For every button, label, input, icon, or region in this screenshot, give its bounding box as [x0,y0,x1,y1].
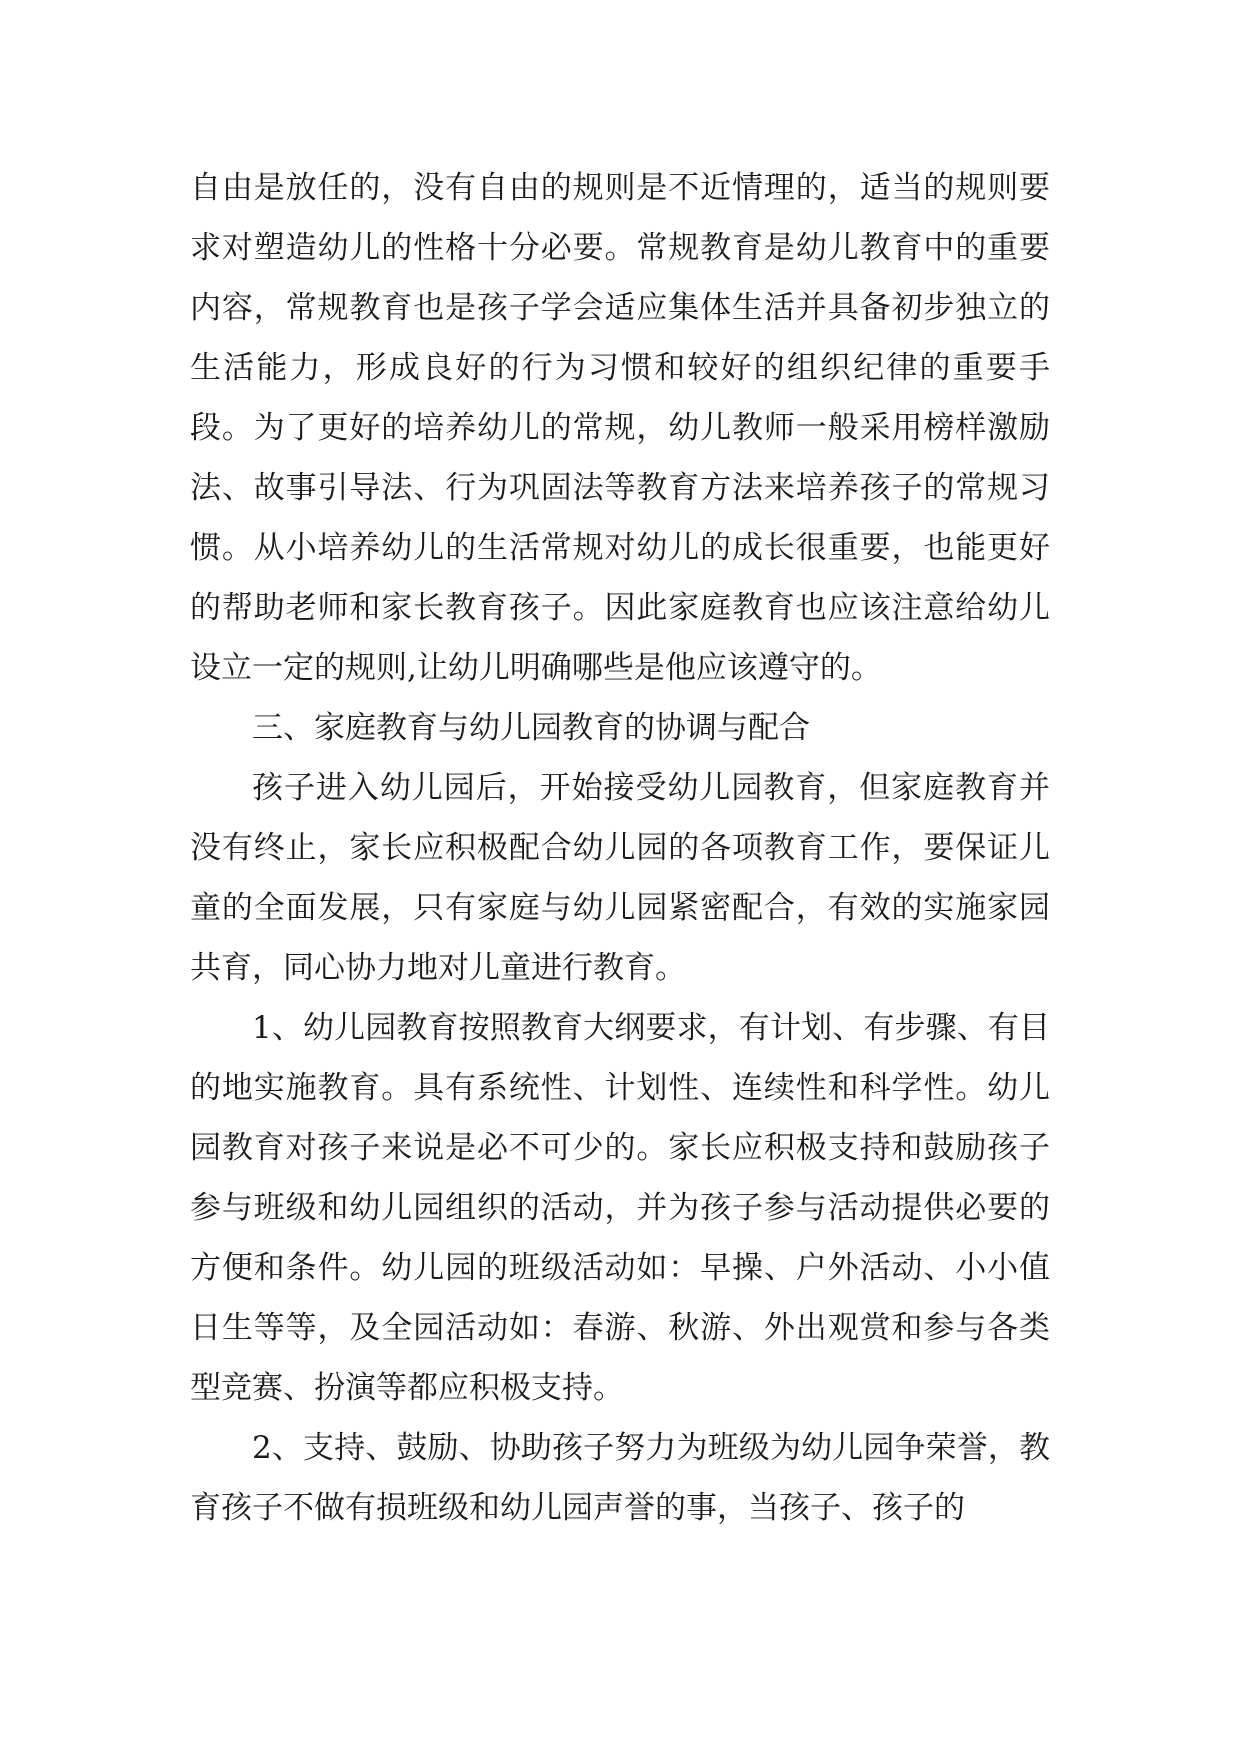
document-body [190,158,1050,1538]
section-heading-three: 三、家庭教育与幼儿园教育的协调与配合 [252,710,810,746]
paragraph-item-2: 2、支持、鼓励、协助孩子努力为班级为幼儿园争荣誉，教育孩子不做有损班级和幼儿园声誉的事，当孩子、孩子的 [190,1430,1050,1526]
paragraph-rules-importance: 自由是放任的，没有自由的规则是不近情理的，适当的规则要求对塑造幼儿的性格十分必要。常规教育是幼儿教育中的重要内容，常规教育也是孩子学会适应集体生活并具备初步独立的生活能力，形成良好的行为习惯和较好的组织纪律的重要手段。为了更好的培养幼儿的常规，幼儿教师一般采用榜样激励法、故事引导法、行为巩固法等教育方法来培养孩子的常规习惯。从小培养幼儿的生活常规对幼儿的成长很重要，也能更好的帮助老师和家长教育孩子。因此家庭教育也应该注意给幼儿设立一定的规则,让幼儿明确哪些是他应该遵守的。 [190,170,1050,686]
paragraph-home-kindergarten-cooperation: 孩子进入幼儿园后，开始接受幼儿园教育，但家庭教育并没有终止，家长应积极配合幼儿园的各项教育工作，要保证儿童的全面发展，只有家庭与幼儿园紧密配合，有效的实施家园共育，同心协力地对儿童进行教育。 [190,770,1050,986]
paragraph-item-1: 1、幼儿园教育按照教育大纲要求，有计划、有步骤、有目的地实施教育。具有系统性、计划性、连续性和科学性。幼儿园教育对孩子来说是必不可少的。家长应积极支持和鼓励孩子参与班级和幼儿园组织的活动，并为孩子参与活动提供必要的方便和条件。幼儿园的班级活动如：早操、户外活动、小小值日生等等，及全园活动如：春游、秋游、外出观赏和参与各类型竞赛、扮演等都应积极支持。 [190,1010,1050,1406]
